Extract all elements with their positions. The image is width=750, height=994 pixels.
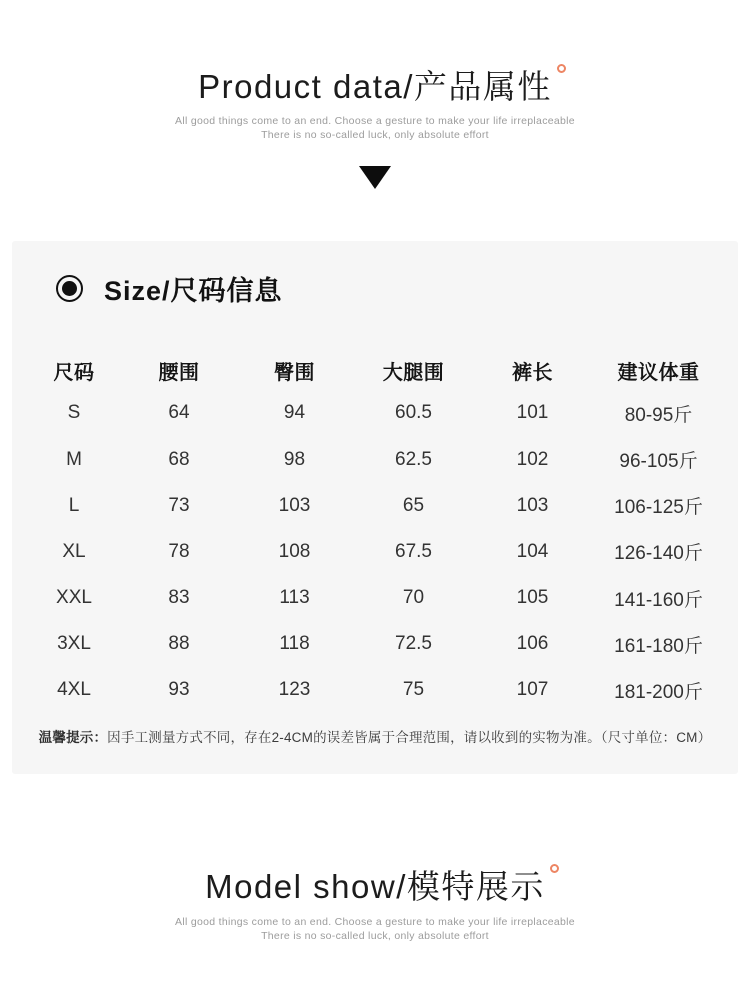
cell-size: 3XL: [57, 633, 91, 655]
cell-size: L: [68, 494, 80, 516]
accent-ring-icon: [550, 864, 559, 873]
cell-hip: 123: [278, 679, 311, 701]
cell-hip: 108: [278, 540, 311, 562]
model-show-section-header: [0, 866, 750, 942]
subtitle-line-1: All good things come to an end. Choose a gesture to make your life irreplaceable: [175, 115, 575, 128]
cell-weight: 161-180斤: [614, 635, 703, 657]
column-header-pant-length: 裤长: [512, 361, 553, 384]
cell-waist: 93: [168, 679, 190, 701]
cell-weight: 80-95斤: [624, 404, 693, 426]
cell-thigh: 65: [402, 494, 425, 516]
cell-pant-length: 106: [516, 633, 549, 655]
cell-thigh: 70: [402, 587, 425, 609]
cell-hip: 98: [283, 448, 306, 470]
cell-hip: 94: [283, 402, 306, 424]
cell-thigh: 75: [402, 679, 425, 701]
model-show-title: [205, 866, 545, 907]
cell-pant-length: 107: [516, 679, 549, 701]
product-data-subtitle: [0, 114, 750, 142]
accent-ring-icon: [557, 64, 566, 73]
cell-size: S: [67, 402, 81, 424]
size-info-panel: [12, 241, 738, 774]
table-row: [25, 621, 725, 667]
cell-waist: 73: [168, 494, 190, 516]
table-row: [25, 529, 725, 575]
cell-weight: 96-105斤: [619, 451, 698, 473]
column-header-size: 尺码: [53, 361, 95, 384]
product-data-section-header: [0, 0, 750, 189]
measurement-note: [12, 726, 738, 746]
cell-size: XXL: [56, 587, 92, 609]
bullseye-icon: [56, 275, 83, 302]
cell-pant-length: 101: [516, 402, 549, 424]
note-label: 温馨提示：: [38, 729, 108, 745]
product-data-title-text: Product data/产品属性: [198, 68, 552, 105]
model-show-title-text: Model show/模特展示: [205, 868, 545, 906]
cell-pant-length: 105: [516, 587, 549, 609]
cell-thigh: 67.5: [395, 540, 432, 562]
column-header-hip: 臀围: [274, 361, 315, 384]
down-triangle-icon: [359, 166, 391, 189]
product-data-title: [198, 66, 552, 107]
cell-hip: 103: [278, 494, 311, 516]
subtitle-line-1: All good things come to an end. Choose a gesture to make your life irreplaceable: [175, 915, 575, 928]
cell-pant-length: 104: [516, 540, 549, 562]
cell-thigh: 60.5: [395, 402, 432, 424]
cell-weight: 126-140斤: [614, 543, 703, 565]
cell-size: M: [66, 448, 82, 470]
model-show-subtitle: [0, 915, 750, 943]
table-row: [25, 483, 725, 529]
table-row: [25, 575, 725, 621]
table-row: [25, 436, 725, 482]
cell-waist: 68: [168, 448, 190, 470]
note-text: 因手工测量方式不同，存在2-4CM的误差皆属于合理范围，请以收到的实物为准。（尺寸单位：CM）: [107, 729, 712, 745]
cell-waist: 83: [168, 587, 190, 609]
column-header-thigh: 大腿围: [382, 361, 445, 384]
cell-hip: 118: [279, 633, 310, 655]
column-header-waist: 腰围: [158, 361, 200, 384]
size-section-header: [12, 269, 738, 308]
cell-thigh: 62.5: [395, 448, 432, 470]
cell-waist: 88: [168, 633, 190, 655]
table-header-row: [25, 350, 725, 390]
cell-weight: 141-160斤: [614, 589, 703, 611]
cell-thigh: 72.5: [395, 633, 432, 655]
cell-weight: 106-125斤: [614, 497, 703, 519]
subtitle-line-2: There is no so-called luck, only absolute effort: [261, 129, 489, 142]
cell-pant-length: 102: [516, 448, 549, 470]
column-header-suggested-weight: 建议体重: [617, 361, 700, 384]
size-section-title: Size/尺码信息: [104, 276, 283, 307]
cell-waist: 64: [168, 402, 190, 424]
cell-size: 4XL: [57, 679, 91, 701]
table-row: [25, 390, 725, 436]
cell-pant-length: 103: [516, 494, 549, 516]
size-chart-table: [25, 350, 725, 713]
cell-weight: 181-200斤: [614, 681, 703, 703]
cell-waist: 78: [168, 540, 190, 562]
table-row: [25, 667, 725, 713]
subtitle-line-2: There is no so-called luck, only absolute effort: [261, 929, 489, 942]
cell-hip: 113: [279, 587, 310, 609]
cell-size: XL: [62, 540, 86, 562]
